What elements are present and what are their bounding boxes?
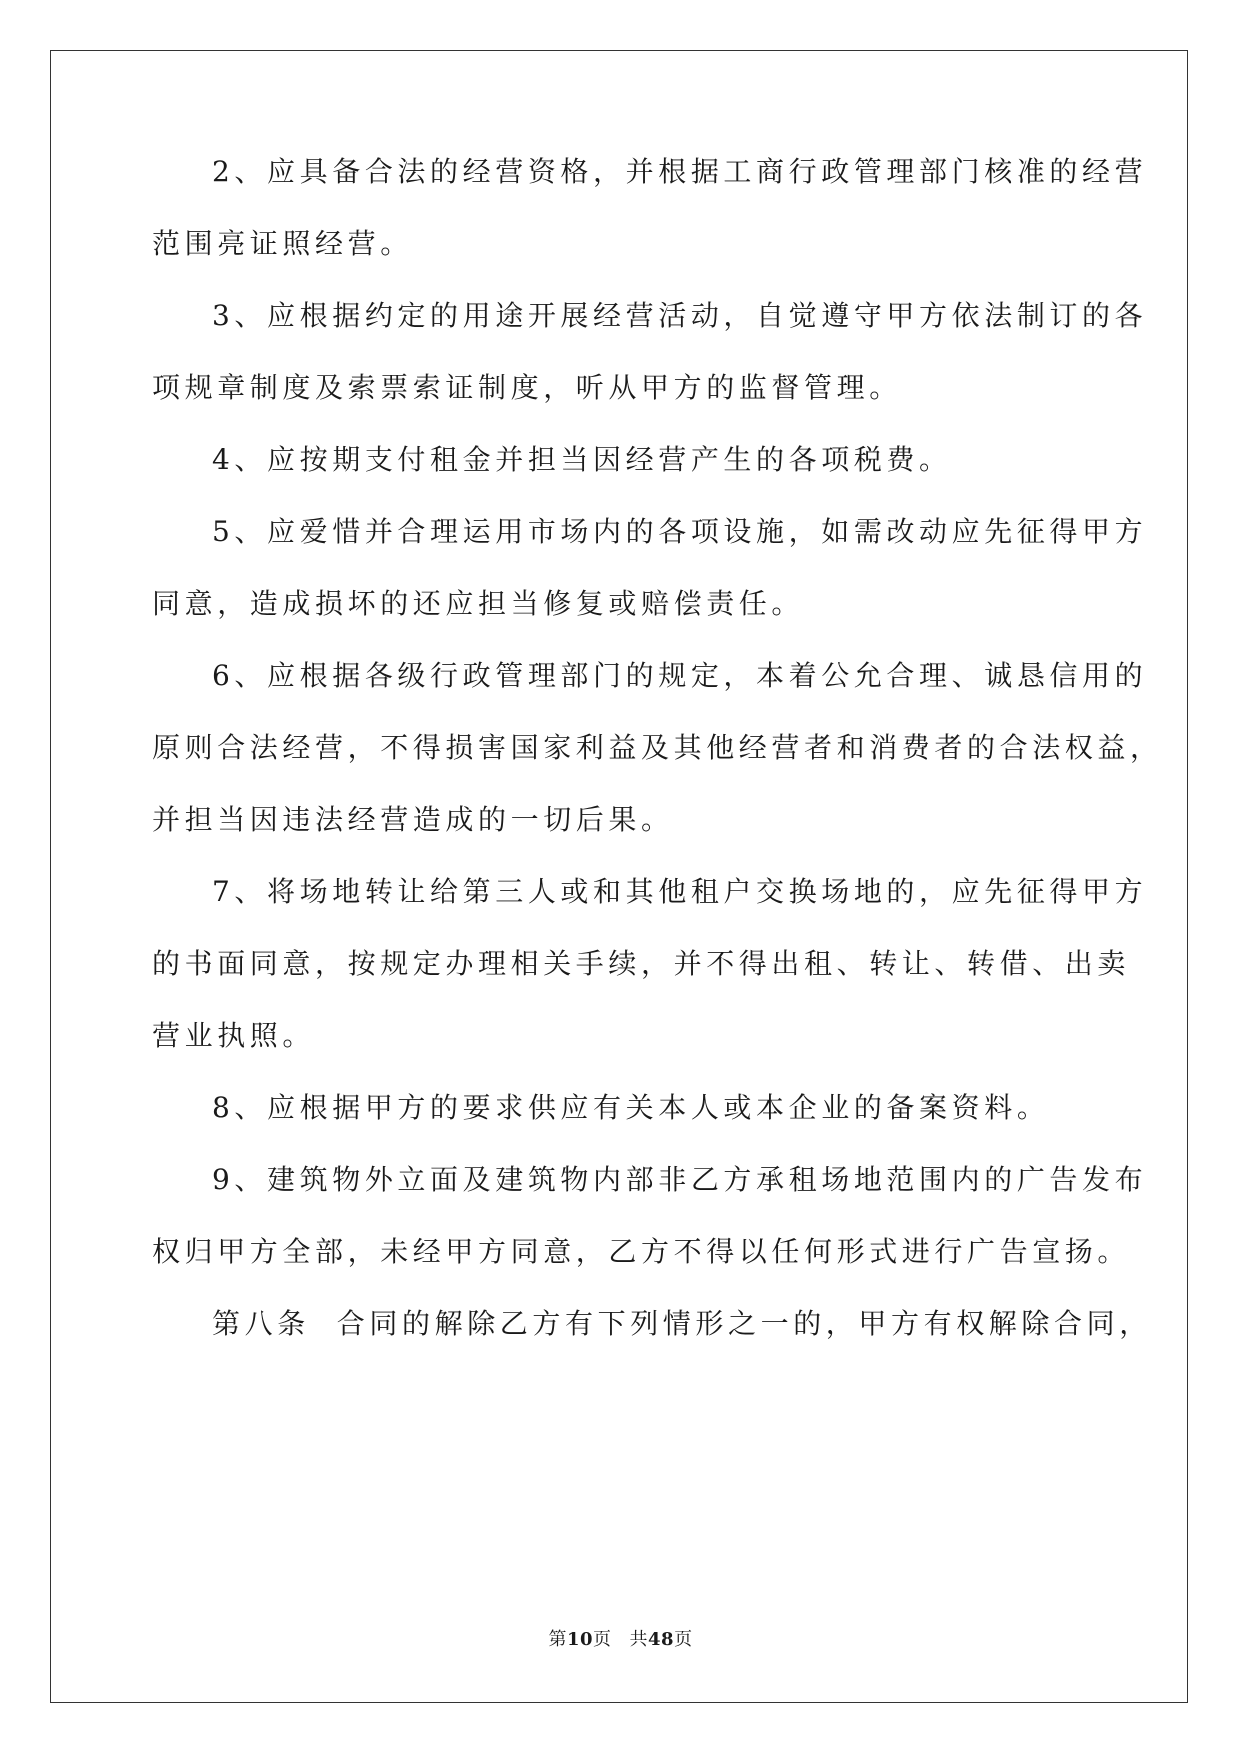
paragraph-6-line-1: 6、应根据各级行政管理部门的规定，本着公允合理、诚恳信用的	[212, 659, 1148, 692]
paragraph-9-line-1: 9、建筑物外立面及建筑物内部非乙方承租场地范围内的广告发布	[212, 1163, 1148, 1196]
paragraph-5-line-2: 同意，造成损坏的还应担当修复或赔偿责任。	[152, 587, 805, 620]
paragraph-5-line-1: 5、应爱惜并合理运用市场内的各项设施，如需改动应先征得甲方	[212, 515, 1148, 548]
paragraph-6-line-3: 并担当因违法经营造成的一切后果。	[152, 803, 674, 836]
paragraph-7-line-1: 7、将场地转让给第三人或和其他租户交换场地的，应先征得甲方	[212, 875, 1148, 908]
paragraph-7-line-3: 营业执照。	[152, 1019, 316, 1052]
paragraph-3-line-2: 项规章制度及索票索证制度，听从甲方的监督管理。	[152, 371, 902, 404]
paragraph-2-line-2: 范围亮证照经营。	[152, 227, 413, 260]
paragraph-3-line-1: 3、应根据约定的用途开展经营活动，自觉遵守甲方依法制订的各	[212, 299, 1148, 332]
footer-total-suffix: 页	[674, 1629, 693, 1650]
paragraph-4-line-1: 4、应按期支付租金并担当因经营产生的各项税费。	[212, 443, 952, 476]
paragraph-9-line-2: 权归甲方全部，未经甲方同意，乙方不得以任何形式进行广告宣扬。	[152, 1235, 1131, 1268]
paragraph-7-line-2: 的书面同意，按规定办理相关手续，并不得出租、转让、转借、出卖	[152, 947, 1131, 980]
article-8-line-1: 第八条 合同的解除乙方有下列情形之一的，甲方有权解除合同，	[212, 1307, 1152, 1340]
footer-total-prefix: 共	[629, 1629, 648, 1650]
paragraph-2-line-1: 2、应具备合法的经营资格，并根据工商行政管理部门核准的经营	[212, 155, 1148, 188]
footer-total-pages: 48	[648, 1629, 675, 1650]
footer-page-suffix: 页	[593, 1629, 612, 1650]
footer-page-prefix: 第	[548, 1629, 567, 1650]
page-footer	[0, 1628, 1241, 1652]
paragraph-8-line-1: 8、应根据甲方的要求供应有关本人或本企业的备案资料。	[212, 1091, 1050, 1124]
paragraph-6-line-2: 原则合法经营，不得损害国家利益及其他经营者和消费者的合法权益，	[152, 731, 1163, 764]
footer-page-number: 10	[566, 1629, 593, 1650]
